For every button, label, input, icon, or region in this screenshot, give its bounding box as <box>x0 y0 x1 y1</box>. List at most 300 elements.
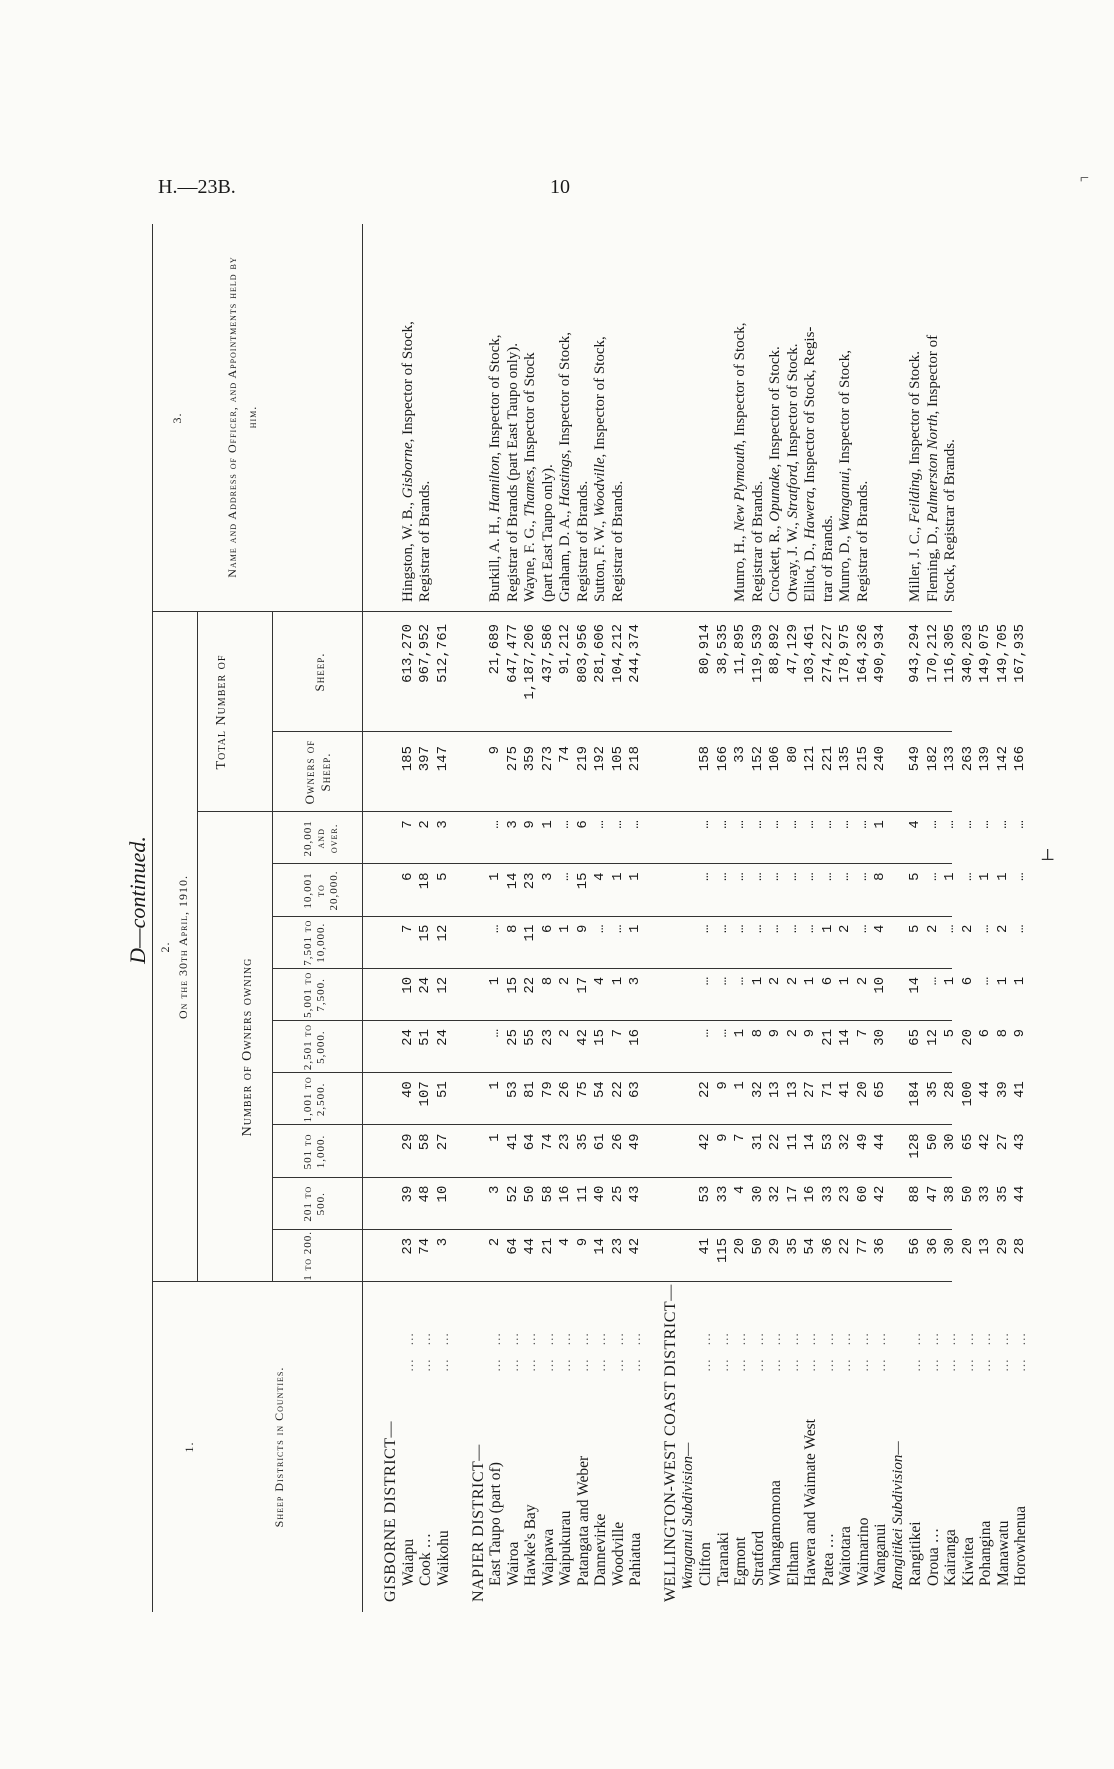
band-count: … <box>924 872 941 881</box>
continued-label: D—continued. <box>125 836 150 964</box>
band-header: 201 to 500. <box>302 1185 327 1222</box>
district-label: GISBORNE DISTRICT— <box>382 1420 399 1602</box>
band-count: 49 <box>854 1133 871 1151</box>
band-count: 3 <box>627 976 643 986</box>
band-count: 12 <box>434 976 451 994</box>
officer-location: Wanganui <box>837 471 853 532</box>
dot-leader: … … <box>1013 1327 1028 1372</box>
band-count: 42 <box>627 1237 643 1255</box>
band-count: 58 <box>539 1185 556 1203</box>
sheep-total: 38,535 <box>714 624 731 675</box>
band-count: 8 <box>994 1029 1011 1038</box>
band-count: 2 <box>994 924 1011 934</box>
owners-total: 397 <box>417 746 433 772</box>
district-label: NAPIER DISTRICT— <box>469 1444 487 1602</box>
band-count: … <box>819 872 836 881</box>
officer-text: Munro, D., <box>837 531 853 602</box>
dot-leader: … … <box>785 1327 801 1372</box>
sheep-total: 119,539 <box>749 624 766 683</box>
officer-text: Graham, D. A., <box>557 506 573 602</box>
sheep-total: 803,956 <box>574 624 591 683</box>
band-count: 28 <box>1012 1237 1028 1255</box>
band-count: 11 <box>522 924 538 942</box>
sheep-total: 80,914 <box>697 624 713 675</box>
band-count: 53 <box>504 1081 521 1099</box>
band-count: 44 <box>522 1237 538 1255</box>
band-count: … <box>942 924 958 934</box>
officer-location: Stratford <box>784 464 801 519</box>
band-count: … <box>802 872 818 881</box>
band-count: 40 <box>399 1081 416 1099</box>
owners-total: 185 <box>399 746 416 772</box>
county-name: Egmont <box>732 1536 749 1586</box>
owners-total: 166 <box>1012 746 1028 772</box>
table-row <box>872 224 889 1612</box>
band-count: … <box>837 820 853 829</box>
band-count: 15 <box>504 976 521 994</box>
sheep-total: 11,895 <box>732 624 748 675</box>
county-name: Woodville <box>609 1521 627 1586</box>
officer-text: , Inspector of Stock, <box>399 321 416 443</box>
band-count: 65 <box>959 1133 976 1151</box>
band-count: 64 <box>504 1237 521 1255</box>
band-count: … <box>1012 872 1028 881</box>
table-row <box>995 224 1012 1612</box>
officer-line <box>942 439 959 602</box>
officer-text: Registrar of Brands. <box>574 480 591 602</box>
col2-title: On the 30th April, 1910. <box>176 875 190 1019</box>
officer-text: , Inspector of <box>924 334 941 415</box>
officer-line <box>785 344 802 602</box>
dot-leader: … … <box>803 1327 818 1372</box>
band-count: 1 <box>627 872 643 881</box>
band-count: 13 <box>977 1237 993 1255</box>
band-count: 63 <box>627 1081 643 1099</box>
band-count: 27 <box>434 1133 451 1151</box>
county-name: Dannevirke <box>592 1513 609 1586</box>
band-count: 10 <box>434 1185 451 1203</box>
band-count: … <box>802 924 818 934</box>
table-row <box>942 224 959 1612</box>
band-count: 36 <box>872 1237 888 1255</box>
officer-text: Registrar of Brands. <box>749 480 766 602</box>
band-count: 20 <box>959 1237 976 1255</box>
band-header: 2,501 to 5,000. <box>302 1024 327 1071</box>
band-count: 74 <box>417 1237 433 1255</box>
band-count: 50 <box>749 1237 766 1255</box>
owners-total: 139 <box>977 746 993 772</box>
band-header: 5,001 to 7,500. <box>302 971 327 1018</box>
band-count: 6 <box>399 872 416 881</box>
officer-text: Otway, J. W., <box>784 518 801 602</box>
owners-total: 74 <box>557 746 573 763</box>
dot-leader: … … <box>820 1327 836 1372</box>
band-count: 1 <box>994 976 1011 986</box>
band-count: 6 <box>959 976 976 986</box>
page-number: 10 <box>550 176 570 198</box>
band-count: 5 <box>942 1029 958 1038</box>
band-count: 71 <box>819 1081 836 1099</box>
col2-number: 2. <box>158 941 172 953</box>
county-name: Waipukurau <box>557 1510 574 1586</box>
band-count: 2 <box>784 976 801 986</box>
band-count: 22 <box>767 1133 783 1151</box>
band-count: … <box>732 924 748 934</box>
owners-total: 359 <box>522 746 538 772</box>
band-count: 30 <box>942 1237 958 1255</box>
band-count: … <box>487 924 503 934</box>
officer-text: Registrar of Brands (part East Taupo only). <box>504 342 521 602</box>
officer-text: , Inspector of Stock, <box>837 350 853 472</box>
owners-total: 275 <box>504 746 521 772</box>
officer-line <box>925 335 942 602</box>
col2-subhead-rule <box>197 612 198 1282</box>
band-count: 13 <box>784 1081 801 1099</box>
officer-line <box>610 481 627 602</box>
band-count: … <box>749 820 766 829</box>
owners-total: 263 <box>959 746 976 772</box>
dot-leader: … … <box>610 1327 626 1372</box>
band-count: 3 <box>487 1185 503 1195</box>
band-count: … <box>592 924 608 934</box>
band-count: … <box>977 924 993 934</box>
dot-leader: … … <box>575 1327 591 1372</box>
band-count: 44 <box>977 1081 993 1099</box>
band-count: 1 <box>732 1029 748 1038</box>
officer-text: Miller, J. C., <box>907 523 923 602</box>
band-count: 115 <box>714 1237 731 1264</box>
rotated-table <box>152 224 1029 1612</box>
band-count: 54 <box>592 1081 608 1099</box>
band-count: 128 <box>907 1133 923 1159</box>
subdivision-label: Wanganui Subdivision— <box>679 1442 696 1590</box>
band-count: 26 <box>609 1133 626 1151</box>
band-count: 1 <box>942 872 958 881</box>
dot-leader: … … <box>838 1327 853 1372</box>
band-count: 74 <box>539 1133 556 1151</box>
sheep-total: 47,129 <box>784 624 801 675</box>
sheep-total: 178,975 <box>837 624 853 683</box>
band-count: … <box>557 820 573 829</box>
band-count: 65 <box>907 1029 923 1046</box>
band-count: 1 <box>539 820 556 829</box>
owners-total: 166 <box>714 746 731 772</box>
sheep-total: 281,606 <box>592 624 608 683</box>
owners-total: 80 <box>784 746 801 763</box>
band-count: 1 <box>837 976 853 986</box>
band-count: 14 <box>592 1237 608 1255</box>
dot-leader: … … <box>435 1327 451 1372</box>
band-count: 30 <box>942 1133 958 1151</box>
band-count: 15 <box>592 1029 608 1046</box>
band-count: 1 <box>977 872 993 881</box>
table-row <box>960 224 977 1612</box>
band-count: 35 <box>784 1237 801 1255</box>
district-label: WELLINGTON-WEST COAST DISTRICT— <box>662 1284 679 1602</box>
margin-mark-right: ⊥ <box>1040 847 1056 864</box>
band-count: … <box>784 924 801 934</box>
band-header: 1 to 200. <box>302 1231 314 1281</box>
band-count: 1 <box>732 1081 748 1090</box>
officer-text: , Inspector of Stock. <box>784 343 801 465</box>
band-count: 7 <box>609 1029 626 1038</box>
county-name: Oroua … <box>924 1527 942 1586</box>
band-count: 53 <box>697 1185 713 1203</box>
owners-total: 142 <box>994 746 1011 772</box>
dot-leader: … … <box>925 1327 941 1372</box>
band-count: 40 <box>592 1185 608 1203</box>
band-count: … <box>784 820 801 829</box>
band-count: 33 <box>977 1185 993 1203</box>
band-count: 4 <box>557 1237 573 1247</box>
band-count: … <box>732 820 748 829</box>
band-count: 38 <box>942 1185 958 1203</box>
band-count: 16 <box>557 1185 573 1203</box>
band-count: 12 <box>924 1029 941 1046</box>
band-count: 20 <box>959 1029 976 1046</box>
owners-total: 135 <box>837 746 853 772</box>
dot-leader: … … <box>995 1327 1011 1372</box>
table-row <box>417 224 434 1612</box>
table-row <box>855 224 872 1612</box>
officer-line <box>820 515 837 602</box>
band-count: … <box>924 820 941 829</box>
band-count: 1 <box>627 924 643 934</box>
band-count: 1 <box>487 1081 503 1090</box>
table-row <box>1012 224 1029 1612</box>
band-count: 29 <box>994 1237 1011 1255</box>
officer-text: trar of Brands. <box>819 514 836 602</box>
owners-total: 147 <box>434 746 451 772</box>
dot-leader: … … <box>733 1327 748 1372</box>
band-count: 21 <box>819 1029 836 1046</box>
sheep-total: 647,477 <box>504 624 521 683</box>
band-count: … <box>802 820 818 829</box>
band-count: 3 <box>539 872 556 881</box>
band-count: 2 <box>784 1029 801 1038</box>
band-count: 60 <box>854 1185 871 1203</box>
county-name: Waimarino <box>854 1517 872 1586</box>
band-count: 41 <box>697 1237 713 1255</box>
band-count: … <box>837 872 853 881</box>
band-count: 107 <box>417 1081 433 1107</box>
band-count: 4 <box>907 820 923 829</box>
band-count: 2 <box>924 924 941 934</box>
band-count: 14 <box>802 1133 818 1151</box>
band-count: 44 <box>1012 1185 1028 1203</box>
sheep-total: 104,212 <box>609 624 626 683</box>
dot-leader: … … <box>715 1327 731 1372</box>
band-count: 100 <box>959 1081 976 1107</box>
band-count: 41 <box>504 1133 521 1151</box>
band-count: 4 <box>592 976 608 986</box>
band-count: 29 <box>399 1133 416 1151</box>
band-count: 53 <box>819 1133 836 1151</box>
subdivision-heading <box>890 224 907 1612</box>
col3-number: 3. <box>170 412 184 424</box>
band-count: 43 <box>627 1185 643 1203</box>
band-count: … <box>714 820 731 829</box>
county-name: Manawatu <box>994 1520 1012 1586</box>
band-count: 7 <box>399 820 416 829</box>
col3-title: Name and Address of Officer, and Appointments held by him. <box>225 256 259 578</box>
county-name: Stratford <box>749 1530 767 1586</box>
dot-leader: … … <box>873 1327 888 1372</box>
band-count: … <box>977 976 993 986</box>
band-count: … <box>697 872 713 881</box>
officer-text: Hingston, W. B., <box>399 498 416 602</box>
band-count: 22 <box>522 976 538 994</box>
county-name: Patangata and Weber <box>574 1455 592 1586</box>
dot-leader: … … <box>505 1327 521 1372</box>
band-count: 42 <box>697 1133 713 1151</box>
band-count: 8 <box>872 872 888 881</box>
county-name: Pahiatua <box>627 1532 644 1586</box>
band-count: 6 <box>574 820 591 829</box>
band-count: 22 <box>837 1237 853 1255</box>
band-count: 42 <box>977 1133 993 1151</box>
band-header: 20,001 and over. <box>302 820 340 857</box>
officer-location: Hastings <box>557 453 573 507</box>
band-count: 32 <box>749 1081 766 1099</box>
officer-location: New Plymouth <box>732 443 748 532</box>
band-count: 33 <box>714 1185 731 1203</box>
band-count: … <box>627 820 643 829</box>
band-count: 24 <box>417 976 433 994</box>
band-count: 48 <box>417 1185 433 1203</box>
band-count: 4 <box>872 924 888 934</box>
band-count: 23 <box>522 872 538 890</box>
county-name: Pohangina <box>977 1520 994 1586</box>
band-header: 7,501 to 10,000. <box>302 919 327 966</box>
county-name: Wairoa <box>504 1541 522 1586</box>
county-name: Waipawa <box>539 1528 557 1586</box>
band-count: 20 <box>732 1237 748 1255</box>
officer-text: , Inspector of Stock, <box>592 336 608 458</box>
band-count: 58 <box>417 1133 433 1151</box>
county-name: Eltham <box>784 1541 802 1586</box>
dot-leader: … … <box>488 1327 503 1372</box>
band-count: 18 <box>417 872 433 890</box>
band-count: 1 <box>802 976 818 986</box>
officer-line <box>837 350 854 602</box>
dot-leader: … … <box>768 1327 783 1372</box>
band-count: 17 <box>574 976 591 994</box>
band-count: 2 <box>417 820 433 829</box>
band-count: 9 <box>522 820 538 829</box>
band-count: … <box>1012 924 1028 934</box>
band-count: 55 <box>522 1029 538 1046</box>
district-heading <box>662 224 679 1612</box>
band-count: 36 <box>924 1237 941 1255</box>
band-count: 9 <box>574 1237 591 1247</box>
band-count: 29 <box>767 1237 783 1255</box>
band-count: 1 <box>609 872 626 881</box>
county-name: Taranaki <box>714 1532 732 1586</box>
county-name: Rangitikei <box>907 1521 924 1586</box>
band-count: 65 <box>872 1081 888 1099</box>
band-count: … <box>767 924 783 934</box>
band-count: 27 <box>802 1081 818 1099</box>
sheep-total: 170,212 <box>924 624 941 683</box>
band-count: 41 <box>1012 1081 1028 1099</box>
table-row <box>610 224 627 1612</box>
officer-line <box>750 481 767 602</box>
band-count: 9 <box>714 1133 731 1142</box>
band-count: 1 <box>872 820 888 829</box>
officer-line <box>417 481 434 602</box>
band-count: 2 <box>959 924 976 934</box>
col1-title: Sheep Districts in Counties. <box>272 1366 286 1528</box>
band-count: 54 <box>802 1237 818 1255</box>
band-count: 1 <box>487 872 503 881</box>
band-count: 36 <box>819 1237 836 1255</box>
dot-leader: … … <box>593 1327 608 1372</box>
officer-text: Sutton, F. W., <box>592 516 608 602</box>
band-count: 23 <box>539 1029 556 1046</box>
band-count: 12 <box>434 924 451 942</box>
county-name: Patea … <box>819 1533 837 1586</box>
band-count: … <box>714 1029 731 1038</box>
sheep-total: 340,203 <box>959 624 976 683</box>
band-count: … <box>714 976 731 986</box>
band-count: … <box>854 820 871 829</box>
county-name: Waiapu <box>399 1539 417 1586</box>
document-code: H.—23B. <box>158 176 236 198</box>
owners-total: 9 <box>487 746 503 755</box>
sheep-total: 613,270 <box>399 624 416 683</box>
band-count: 184 <box>907 1081 923 1107</box>
total-subhead-rule <box>272 612 273 812</box>
band-count: 7 <box>399 924 416 934</box>
officer-text: , Inspector of Stock. <box>767 346 783 468</box>
owners-total: 192 <box>592 746 608 772</box>
band-count: 9 <box>802 1029 818 1038</box>
officer-location: Feilding <box>907 472 923 524</box>
officer-text: Registrar of Brands. <box>854 480 871 602</box>
owners-total: 121 <box>802 746 818 772</box>
band-count: 8 <box>749 1029 766 1038</box>
dot-leader: … … <box>698 1327 713 1372</box>
band-count: 42 <box>574 1029 591 1046</box>
officer-line <box>767 346 784 602</box>
band-count: 1 <box>994 872 1011 881</box>
band-count: 30 <box>872 1029 888 1046</box>
sheep-total: 116,305 <box>942 624 958 683</box>
district-heading <box>382 224 399 1612</box>
officer-text: Registrar of Brands. <box>417 480 433 602</box>
county-name: Clifton <box>697 1542 714 1586</box>
table-row <box>750 224 767 1612</box>
officer-text: Registrar of Brands. <box>609 480 626 602</box>
band-count: … <box>924 976 941 986</box>
band-count: … <box>749 872 766 881</box>
band-count: … <box>697 1029 713 1038</box>
officer-line <box>400 321 417 602</box>
band-count: 41 <box>837 1081 853 1099</box>
band-count: … <box>854 924 871 934</box>
band-count: 2 <box>557 976 573 986</box>
band-count: 6 <box>819 976 836 986</box>
band-count: … <box>609 924 626 934</box>
band-count: … <box>697 976 713 986</box>
band-count: 3 <box>434 820 451 829</box>
owners-total: 215 <box>854 746 871 772</box>
band-header: 1,001 to 2,500. <box>302 1076 327 1123</box>
officer-text: Stock, Registrar of Brands. <box>942 439 958 602</box>
band-count: 25 <box>609 1185 626 1203</box>
band-count: 23 <box>399 1237 416 1255</box>
